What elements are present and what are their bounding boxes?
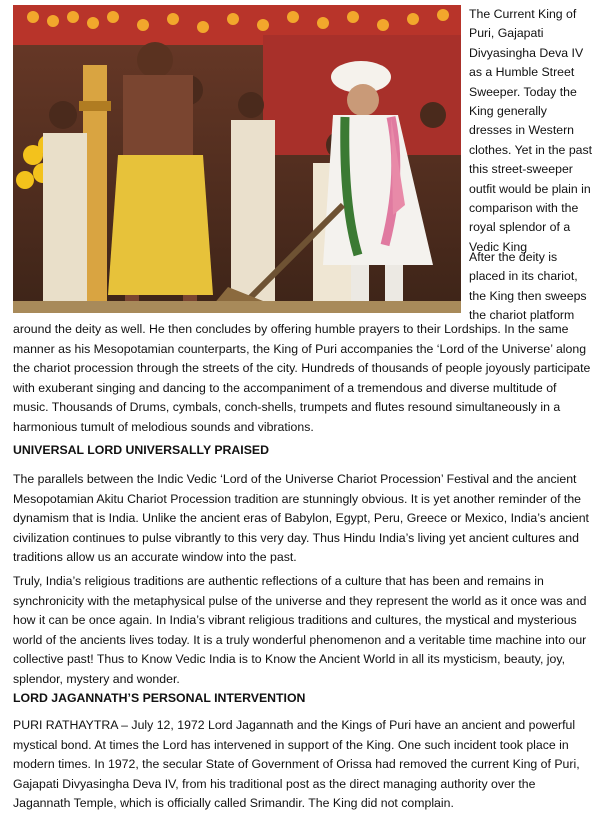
section1-paragraph-1: The parallels between the Indic Vedic ‘Lord of the Universe Chariot Procession’ Festival and the ancient Mesopotamian Akitu Chariot Procession tradition are stunningly obvious. It is yet another reminder of the dynamism that is India. Unlike the ancient eras of Babylon, Egypt, Peru, Greece or Mexico, India’s ancient civilization continues to pulse vibrantly to this very day. Thus Hindu India’s living yet ancient cultures and traditions allow us an accurate window into the past.: [13, 472, 589, 565]
section-heading-universal-lord: UNIVERSAL LORD UNIVERSALLY PRAISED: [13, 443, 270, 457]
section1-paragraph-2: Truly, India’s religious traditions are authentic reflections of a culture that has been and remains in synchronicity with the metaphysical pulse of the universe and they represent the world as it once was and how it can be once again. In India’s vibrant religious traditions and cultures, the mystical and mysterious world of the ancients lives today. It is a truly wonderful phenomenon and a veritable time machine into our collective past! Thus to Know Vedic India is to Know the Ancient World in all its mysticism, beauty, joy, splendor, mystery and wonder.: [13, 574, 587, 686]
intro-text-wrap: After the deity is placed in its chariot, the King then sweeps the chariot platform: [469, 250, 587, 323]
intro-paragraph: [469, 248, 593, 326]
photo-caption: [469, 5, 593, 257]
section-heading-jagannath-intervention: LORD JAGANNATH’S PERSONAL INTERVENTION: [13, 691, 306, 705]
intro-paragraph-continued: around the deity as well. He then concludes by offering humble prayers to their Lordships. In the same manner as his Mesopotamian counterparts, the King of Puri accompanies the ‘Lord of the Universe’ along the chariot procession through the streets of the city. Hundreds of thousands of people joyously participate with exuberant singing and dancing to the accompaniment of a tremendous and diverse multitude of music. Thousands of Drums, cymbals, conch-shells, trumpets and flutes resound simultaneously in a harmonious tumult of melodious sounds and vibrations.: [13, 322, 591, 434]
photo-illustration: [13, 5, 461, 313]
section2-paragraph-1: PURI RATHAYTRA – July 12, 1972 Lord Jagannath and the Kings of Puri have an ancient and powerful mystical bond. At times the Lord has intervened in support of the King. One such incident took place in modern times. In 1972, the secular State of Government of Orissa had removed the current King of Puri, Gajapati Divyasingha Deva IV, from his traditional post as the direct managing authority over the Jagannath Temple, which is officially called Srimandir. The King did not complain.: [13, 718, 580, 811]
caption-text: The Current King of Puri, Gajapati Divyasingha Deva IV as a Humble Street Sweeper. Today the King generally dresses in Western clothes. Yet in the past this street-sweeper outfit would be plain in comparison with the royal splendor of a Vedic King: [469, 7, 593, 254]
king-sweeping-photo: [13, 5, 461, 313]
